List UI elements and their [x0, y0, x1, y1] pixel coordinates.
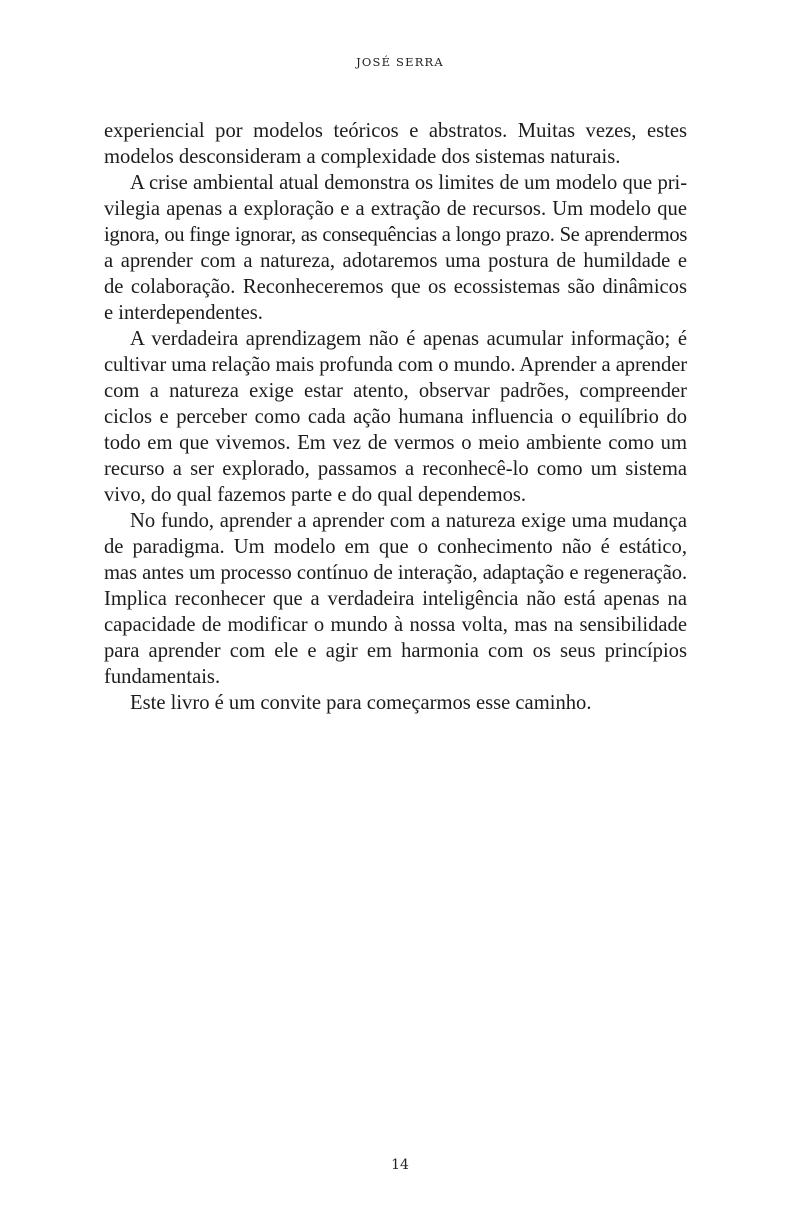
- text-line: fundamentais.: [104, 666, 221, 688]
- text-line: a aprender com a natureza, adotaremos uma postura de humildade e: [104, 250, 687, 272]
- text-line: modelos desconsideram a complexidade dos sistemas naturais.: [104, 146, 621, 168]
- page-number: 14: [391, 1157, 409, 1173]
- text-line: Este livro é um convite para começarmos esse caminho.: [130, 692, 592, 714]
- text-line: cultivar uma relação mais profunda com o mundo. Aprender a aprender: [104, 354, 687, 376]
- text-line: vilegia apenas a exploração e a extração de recursos. Um modelo que: [104, 198, 687, 220]
- text-line: A crise ambiental atual demonstra os limites de um modelo que pri-: [130, 172, 687, 194]
- text-line: vivo, do qual fazemos parte e do qual dependemos.: [104, 484, 527, 506]
- text-line: capacidade de modificar o mundo à nossa volta, mas na sensibilidade: [104, 614, 687, 636]
- text-line: recurso a ser explorado, passamos a reconhecê-lo como um sistema: [104, 458, 687, 480]
- text-line: de paradigma. Um modelo em que o conhecimento não é estático,: [104, 536, 687, 558]
- text-line: e interdependentes.: [104, 302, 263, 324]
- body-text: [104, 118, 687, 716]
- text-line: ignora, ou finge ignorar, as consequências a longo prazo. Se aprendermos: [104, 224, 687, 246]
- text-line: A verdadeira aprendizagem não é apenas acumular informação; é: [130, 328, 687, 350]
- text-line: todo em que vivemos. Em vez de vermos o meio ambiente como um: [104, 432, 687, 454]
- text-line: mas antes um processo contínuo de interação, adaptação e regeneração.: [104, 562, 687, 584]
- text-line: para aprender com ele e agir em harmonia com os seus princípios: [104, 640, 687, 662]
- text-line: ciclos e perceber como cada ação humana influencia o equilíbrio do: [104, 406, 687, 428]
- text-line: experiencial por modelos teóricos e abstratos. Muitas vezes, estes: [104, 120, 687, 142]
- text-line: Implica reconhecer que a verdadeira inteligência não está apenas na: [104, 588, 687, 610]
- text-line: com a natureza exige estar atento, observar padrões, compreender: [104, 380, 687, 402]
- text-line: de colaboração. Reconheceremos que os ecossistemas são dinâmicos: [104, 276, 687, 298]
- running-head: JOSÉ SERRA: [356, 55, 444, 69]
- text-line: No fundo, aprender a aprender com a natureza exige uma mudança: [130, 510, 687, 532]
